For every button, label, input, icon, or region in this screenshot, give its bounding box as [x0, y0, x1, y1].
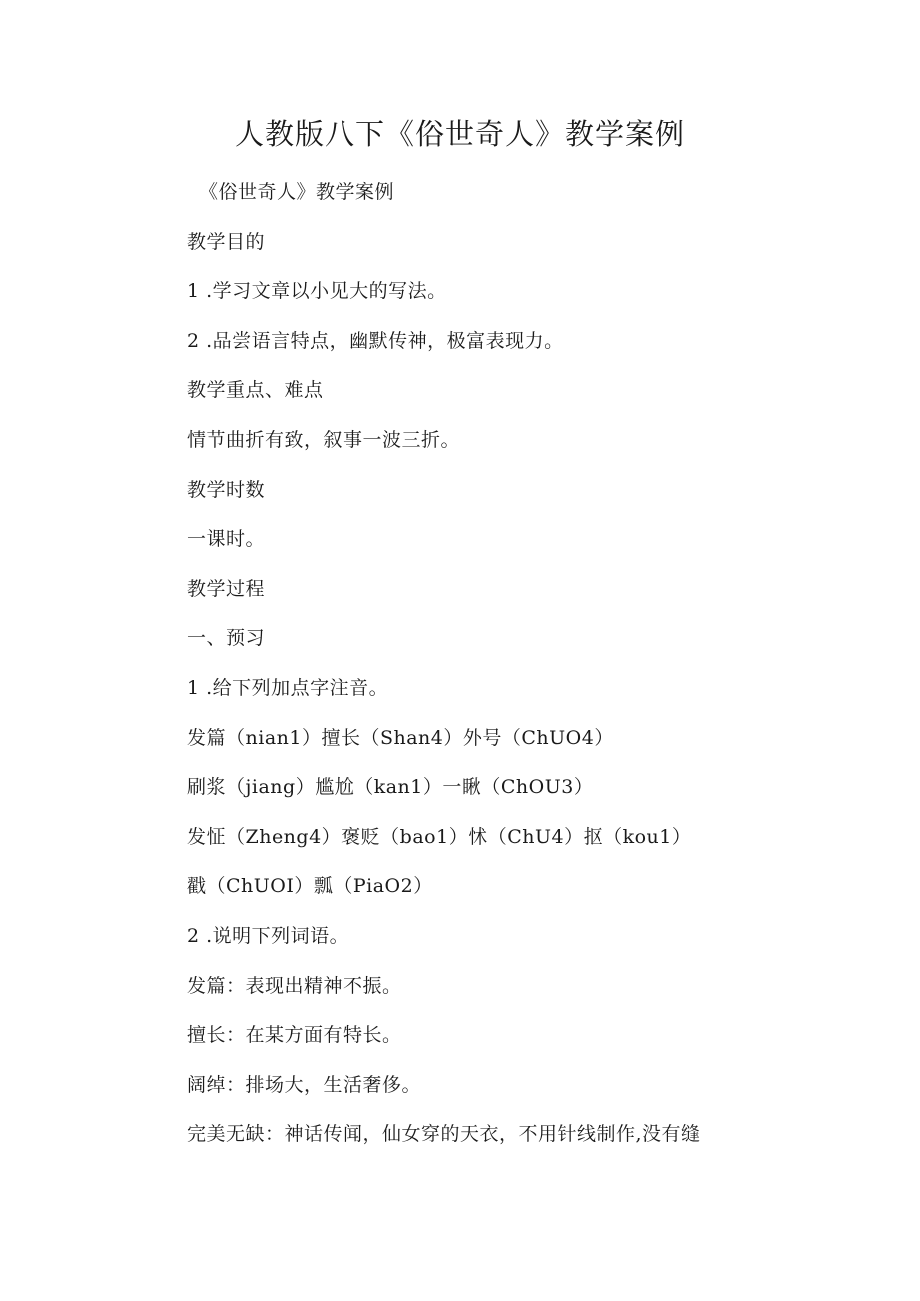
section-heading-key-points: 教学重点、难点: [187, 379, 324, 402]
section-heading-teaching-process: 教学过程: [187, 577, 266, 600]
section-heading-teaching-goals: 教学目的: [187, 230, 266, 253]
goal-item-2: 2 .品尝语言特点，幽默传神，极富表现力。: [187, 329, 564, 352]
subsection-preview: 一、预习: [187, 627, 266, 650]
definition-line-1: 发篇：表现出精神不振。: [187, 974, 402, 997]
subtitle-line: 《俗世奇人》教学案例: [199, 181, 395, 203]
definition-line-2: 擅长：在某方面有特长。: [187, 1024, 402, 1047]
pinyin-line-4: 戳（ChUOI）瓢（PiaO2）: [187, 875, 433, 898]
definition-line-3: 阔绰：排场大，生活奢侈。: [187, 1073, 422, 1096]
class-hours-text: 一课时。: [187, 528, 266, 551]
section-heading-class-hours: 教学时数: [187, 478, 266, 501]
preview-task-1: 1 .给下列加点字注音。: [187, 676, 389, 699]
key-points-text: 情节曲折有致，叙事一波三折。: [187, 428, 461, 451]
pinyin-line-3: 发怔（Zheng4）褒贬（bao1）怵（ChU4）抠（kou1）: [187, 825, 692, 848]
goal-item-1: 1 .学习文章以小见大的写法。: [187, 280, 447, 303]
preview-task-2: 2 .说明下列词语。: [187, 924, 350, 947]
pinyin-line-2: 刷浆（jiang）尴尬（kan1）一瞅（ChOU3）: [187, 776, 594, 799]
document-body: [187, 172, 887, 1164]
pinyin-line-1: 发篇（nian1）擅长（Shan4）外号（ChUO4）: [187, 726, 614, 749]
document-title: 人教版八下《俗世奇人》教学案例: [234, 117, 685, 151]
definition-line-4: 完美无缺：神话传闻，仙女穿的天衣，不用针线制作,没有缝: [187, 1123, 701, 1146]
